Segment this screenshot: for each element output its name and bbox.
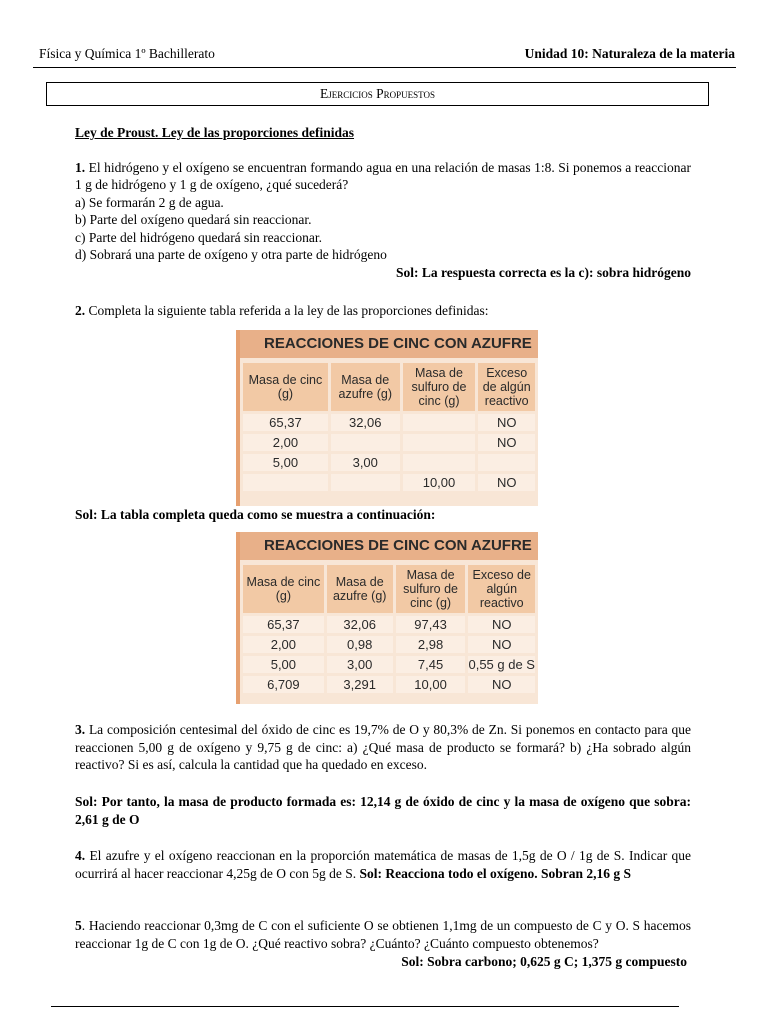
- table-row: [243, 474, 535, 491]
- header-sulfide-mass: Masa de sulfuro de cinc (g): [403, 363, 476, 411]
- header-left: Física y Química 1º Bachillerato: [39, 46, 215, 61]
- cell: 32,06: [327, 616, 393, 633]
- exercise-2-number: 2.: [75, 303, 86, 318]
- header-zinc-mass: Masa de cinc (g): [243, 363, 328, 411]
- exercise-2-solution: Sol: La tabla completa queda como se muestra a continuación:: [75, 507, 436, 522]
- exercise-3-solution: Sol: Por tanto, la masa de producto formada es: 12,14 g de óxido de cinc y la masa de oxígeno que sobra: 2,61 g de O: [75, 794, 691, 827]
- exercise-1-number: 1.: [75, 159, 86, 175]
- data-table: [240, 360, 538, 494]
- section-title: Ley de Proust. Ley de las proporciones definidas: [75, 125, 355, 140]
- table-row: [243, 636, 535, 653]
- table-title: REACCIONES DE CINC CON AZUFRE: [240, 330, 538, 358]
- cell: 5,00: [243, 454, 328, 471]
- cell: [403, 434, 476, 451]
- table-row: [243, 454, 535, 471]
- cell: 10,00: [396, 676, 466, 693]
- cell: NO: [478, 434, 535, 451]
- cell: [243, 474, 328, 491]
- table-row: [243, 676, 535, 693]
- exercise-5-text: [75, 917, 691, 952]
- cell: NO: [468, 616, 535, 633]
- exercise-3-statement: La composición centesimal del óxido de cinc es 19,7% de O y 80,3% de Zn. Si ponemos en contacto para que reaccionen 5,00 g de oxígeno y 9,75 g de cinc: a) ¿Qué masa de producto se formará? b) ¿Ha sobrado algún reactivo? Si es así, calcula la cantidad que ha quedado en exceso.: [75, 722, 691, 772]
- header-sulfide-mass: Masa de sulfuro de cinc (g): [396, 565, 466, 613]
- cell: 5,00: [243, 656, 324, 673]
- exercise-4-number: 4.: [75, 848, 86, 863]
- cell: 3,00: [327, 656, 393, 673]
- option-a: a) Se formarán 2 g de agua.: [75, 194, 224, 210]
- exercise-5-statement: . Haciendo reaccionar 0,3mg de C con el suficiente O se obtienen 1,1mg de un compuesto de C y O. S hacemos reaccionar 1g de C con 1g de O. ¿Qué reactivo sobra? ¿Cuánto? ¿Cuánto compuesto obtenemos?: [75, 918, 691, 951]
- header-zinc-mass: Masa de cinc (g): [243, 565, 324, 613]
- cell: 65,37: [243, 616, 324, 633]
- data-table: [240, 562, 538, 696]
- option-c: c) Parte del hidrógeno quedará sin reaccionar.: [75, 229, 323, 245]
- header-right: Unidad 10: Naturaleza de la materia: [524, 46, 735, 61]
- exercise-1-solution: Sol: La respuesta correcta es la c): sobra hidrógeno: [396, 264, 691, 280]
- exercise-5-solution: Sol: Sobra carbono; 0,625 g C; 1,375 g compuesto: [401, 954, 687, 969]
- cell: 6,709: [243, 676, 324, 693]
- cell: [478, 454, 535, 471]
- cell: 32,06: [331, 414, 400, 431]
- footer-divider: [51, 1006, 679, 1007]
- cell: 65,37: [243, 414, 328, 431]
- exercise-4-solution: Sol: Reacciona todo el oxígeno. Sobran 2,16 g S: [359, 865, 632, 881]
- cell: NO: [468, 636, 535, 653]
- cell: [331, 434, 400, 451]
- exercise-2-block: [75, 302, 691, 320]
- cell: 0,98: [327, 636, 393, 653]
- cell: 10,00: [403, 474, 476, 491]
- cell: 2,00: [243, 434, 328, 451]
- cell: 3,00: [331, 454, 400, 471]
- cell: [403, 454, 476, 471]
- exercise-1-statement: El hidrógeno y el oxígeno se encuentran formando agua en una relación de masas 1:8. Si ponemos a reaccionar 1 g de hidrógeno y 1 g de oxígeno, ¿qué sucederá?: [75, 159, 691, 192]
- exercise-1-block: [75, 124, 691, 281]
- table-row: [243, 656, 535, 673]
- cell: 7,45: [396, 656, 466, 673]
- zinc-sulfur-table-empty: [236, 330, 538, 506]
- cell: 3,291: [327, 676, 393, 693]
- header-sulfur-mass: Masa de azufre (g): [327, 565, 393, 613]
- table-row: [243, 434, 535, 451]
- header-excess: Exceso de algún reactivo: [478, 363, 535, 411]
- zinc-sulfur-table-complete: [236, 532, 538, 704]
- cell: [331, 474, 400, 491]
- exercise-3-number: 3.: [75, 722, 86, 737]
- table-title: REACCIONES DE CINC CON AZUFRE: [240, 532, 538, 560]
- option-d: d) Sobrará una parte de oxígeno y otra parte de hidrógeno: [75, 247, 387, 262]
- exercise-4-statement: El azufre y el oxígeno reaccionan en la proporción matemática de masas de 1,5g de O / 1g de S. Indicar que ocurrirá al hacer reaccionar 4,25g de O con 5g de S.: [75, 848, 692, 881]
- cell: 0,55 g de S: [468, 657, 535, 672]
- cell: 2,98: [396, 636, 466, 653]
- cell: NO: [478, 414, 535, 431]
- cell: NO: [478, 474, 535, 491]
- section-title-box: Ejercicios Propuestos: [46, 82, 709, 106]
- header-sulfur-mass: Masa de azufre (g): [331, 363, 400, 411]
- exercise-3-text: [75, 721, 691, 774]
- header-excess: Exceso de algún reactivo: [468, 565, 535, 613]
- exercise-5-number: 5: [75, 918, 82, 933]
- option-b: b) Parte del oxígeno quedará sin reaccionar.: [75, 212, 312, 227]
- cell: [403, 414, 476, 431]
- table-row: [243, 616, 535, 633]
- cell: 2,00: [243, 636, 324, 653]
- exercise-4-text: [75, 847, 691, 882]
- exercise-2-statement: Completa la siguiente tabla referida a la ley de las proporciones definidas:: [88, 303, 489, 318]
- table-row: [243, 414, 535, 431]
- cell: NO: [468, 676, 535, 693]
- cell: 97,43: [396, 616, 466, 633]
- exercise-1-text: [75, 159, 691, 194]
- header-divider: [33, 67, 736, 68]
